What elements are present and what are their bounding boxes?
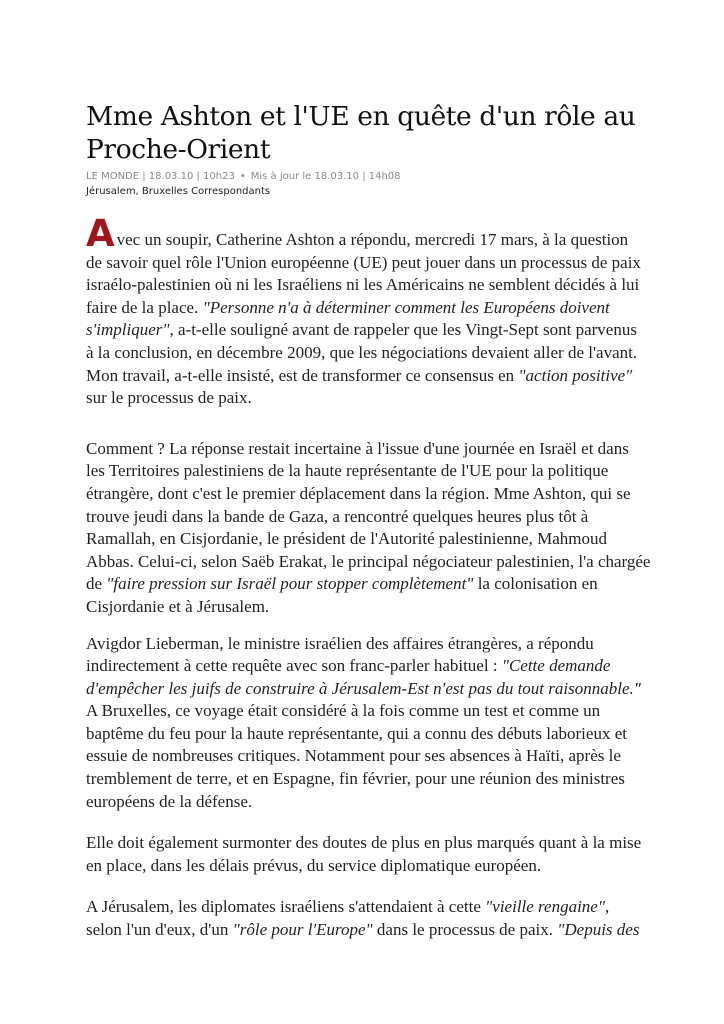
text-line (86, 855, 646, 878)
body-text: selon l'un d'eux, d'un (86, 920, 233, 940)
article-meta (86, 170, 646, 184)
publication-info: LE MONDE | 18.03.10 | 10h23 (86, 171, 235, 182)
body-text: Avigdor Lieberman, le ministre israélien des affaires étrangères, a répondu (86, 633, 594, 653)
body-text: israélo-palestinien où ni les Israéliens ni les Américains ne semblent décidés à lui (86, 275, 640, 295)
text-line (86, 438, 646, 461)
text-line (86, 252, 646, 275)
body-text: sur le processus de paix. (86, 388, 252, 408)
quote-text: d'empêcher les juifs de construire à Jérusalem-Est n'est pas du tout raisonnable." (86, 678, 641, 698)
body-text: européens de la défense. (86, 791, 253, 811)
body-text: à la conclusion, en décembre 2009, que les négociations devaient aller de l'avant. (86, 342, 638, 362)
paragraph (86, 213, 646, 410)
body-text: Cisjordanie et à Jérusalem. (86, 596, 270, 616)
quote-text: "action positive" (518, 365, 633, 385)
text-line (86, 551, 651, 574)
article-title-line: Mme Ashton et l'UE en quête d'un rôle au (86, 101, 636, 132)
article-body (86, 212, 651, 942)
paragraph (86, 832, 646, 877)
body-text: tremblement de terre, et en Espagne, fin février, pour une réunion des ministres (86, 769, 625, 789)
text-line (86, 483, 646, 506)
article-title (86, 100, 646, 166)
quote-text: "Depuis des (557, 920, 640, 940)
text-line (86, 387, 646, 410)
text-line (86, 919, 646, 942)
text-line (86, 460, 646, 483)
body-text: Ramallah, en Cisjordanie, le président de l'Autorité palestinienne, Mahmoud (86, 529, 607, 549)
update-info: Mis à jour le 18.03.10 | 14h08 (250, 171, 401, 182)
body-text: , (605, 897, 610, 917)
drop-cap: A (86, 212, 115, 255)
text-line (86, 365, 646, 388)
quote-text: "vieille rengaine" (485, 897, 605, 917)
text-line (86, 655, 646, 678)
article (86, 100, 651, 942)
body-text: étrangère, dont c'est le premier déplacement dans la région. Mme Ashton, qui se (86, 483, 631, 503)
body-text: faire de la place. (86, 297, 203, 317)
body-text: en place, dans les délais prévus, du service diplomatique européen. (86, 855, 542, 875)
quote-text: s'impliquer" (86, 320, 170, 340)
text-line (86, 319, 646, 342)
body-text: , a-t-elle souligné avant de rappeler que les Vingt-Sept sont parvenus (169, 320, 637, 340)
body-text: Elle doit également surmonter des doutes de plus en plus marqués quant à la mise (86, 833, 642, 853)
body-text: trouve jeudi dans la bande de Gaza, a rencontré quelques heures plus tôt à (86, 506, 589, 526)
text-line (86, 528, 646, 551)
text-line (86, 723, 646, 746)
text-line (86, 700, 646, 723)
body-text: A Bruxelles, ce voyage était considéré à la fois comme un test et comme un (86, 701, 601, 721)
body-text: de (86, 574, 107, 594)
body-text: A Jérusalem, les diplomates israéliens s'attendaient à cette (86, 897, 486, 917)
body-text: vec un soupir, Catherine Ashton a répondu, mercredi 17 mars, à la question (116, 230, 629, 249)
text-line (86, 832, 646, 855)
article-title-line: Proche-Orient (86, 134, 271, 165)
body-text: essuie de nombreuses critiques. Notamment pour ses absences à Haïti, après le (86, 746, 621, 766)
text-line (86, 678, 646, 701)
paragraph (86, 633, 646, 814)
paragraph (86, 896, 646, 941)
text-line (86, 745, 646, 768)
text-line (86, 274, 646, 297)
body-text: Comment ? La réponse restait incertaine à l'issue d'une journée en Israël et dans (86, 438, 629, 458)
body-text: dans le processus de paix. (372, 920, 558, 940)
byline: Jérusalem, Bruxelles Correspondants (86, 186, 271, 197)
body-text: de savoir quel rôle l'Union européenne (UE) peut jouer dans un processus de paix (86, 252, 641, 272)
text-line (86, 896, 646, 919)
body-text: la colonisation en (473, 574, 598, 594)
bullet-separator: • (239, 171, 246, 182)
text-line (86, 506, 646, 529)
body-text: baptême du feu pour la haute représentante, qui a connu des débuts laborieux et (86, 723, 627, 743)
body-text: les Territoires palestiniens de la haute représentante de l'UE pour la politique (86, 461, 609, 481)
text-line (86, 596, 646, 619)
text-line (86, 212, 646, 255)
quote-text: "faire pression sur Israël pour stopper complètement" (106, 574, 474, 594)
text-line (86, 342, 646, 365)
quote-text: "Cette demande (501, 656, 611, 676)
body-text: Mon travail, a-t-elle insisté, est de transformer ce consensus en (86, 365, 519, 385)
quote-text: "rôle pour l'Europe" (232, 920, 373, 940)
text-line (86, 573, 646, 596)
text-line (86, 297, 646, 320)
text-line (86, 633, 646, 656)
text-line (86, 768, 646, 791)
text-line (86, 791, 646, 814)
paragraph (86, 438, 651, 619)
body-text: Abbas. Celui-ci, selon Saëb Erakat, le principal négociateur palestinien, l'a chargée (86, 551, 651, 571)
quote-text: "Personne n'a à déterminer comment les Européens doivent (202, 297, 610, 317)
body-text: indirectement à cette requête avec son franc-parler habituel : (86, 656, 502, 676)
